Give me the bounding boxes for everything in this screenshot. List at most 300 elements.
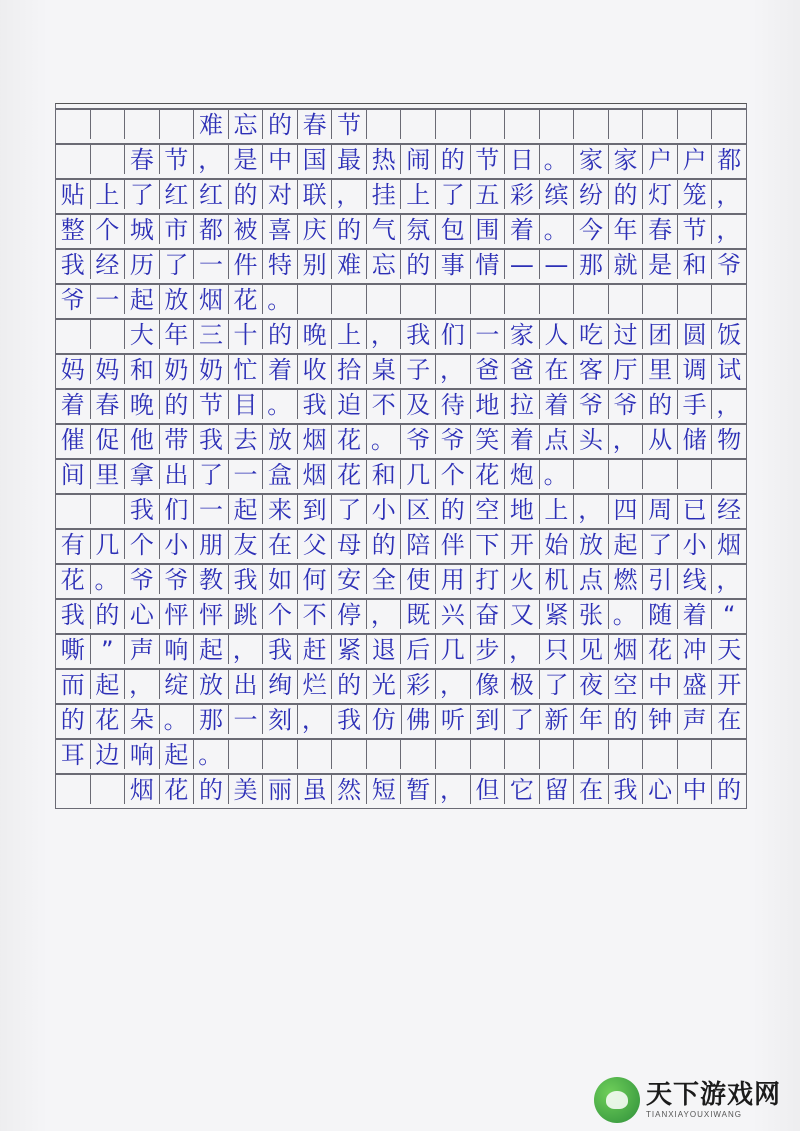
grid-cell: 个 [263, 599, 298, 629]
grid-cell: 大 [125, 319, 160, 349]
grid-cell: 到 [298, 494, 333, 524]
grid-cell: 出 [160, 459, 195, 489]
grid-cell: 和 [678, 249, 713, 279]
grid-cell: 里 [643, 354, 678, 384]
essay-text-row [55, 389, 747, 419]
grid-cell: 边 [91, 739, 126, 769]
grid-cell: 钟 [643, 704, 678, 734]
grid-cell: 的 [263, 109, 298, 139]
grid-cell: 的 [229, 179, 264, 209]
grid-cell: 小 [367, 494, 402, 524]
grid-cell [91, 774, 126, 804]
grid-cell: 饭 [712, 319, 747, 349]
grid-cell: 彩 [505, 179, 540, 209]
grid-cell: 事 [436, 249, 471, 279]
grid-cell: ， [574, 494, 609, 524]
grid-cell: 五 [471, 179, 506, 209]
grid-cell: 起 [194, 634, 229, 664]
grid-cell: 十 [229, 319, 264, 349]
grid-cell: 火 [505, 564, 540, 594]
grid-cell: 机 [540, 564, 575, 594]
grid-cell: 安 [332, 564, 367, 594]
grid-cell: 下 [471, 529, 506, 559]
grid-cell: 手 [678, 389, 713, 419]
grid-cell: 小 [160, 529, 195, 559]
grid-cell: 子 [401, 354, 436, 384]
grid-cell: 花 [229, 284, 264, 314]
grid-cell: 小 [678, 529, 713, 559]
grid-cell [401, 739, 436, 769]
grid-cell: 一 [229, 459, 264, 489]
grid-cell: 爷 [712, 249, 747, 279]
grid-cell: 着 [505, 424, 540, 454]
grid-cell: 对 [263, 179, 298, 209]
grid-cell: 夜 [574, 669, 609, 699]
grid-cell [712, 459, 747, 489]
grid-cell: 退 [367, 634, 402, 664]
grid-cell: 张 [574, 599, 609, 629]
grid-cell: 中 [678, 774, 713, 804]
grid-cell: ， [712, 389, 747, 419]
grid-cell: 开 [505, 529, 540, 559]
grid-cell [160, 109, 195, 139]
essay-text-row [55, 284, 747, 314]
grid-cell: 烟 [298, 424, 333, 454]
grid-cell: 紧 [540, 599, 575, 629]
grid-cell: 有 [56, 529, 91, 559]
grid-cell: 灯 [643, 179, 678, 209]
grid-cell: 春 [298, 109, 333, 139]
grid-cell: 了 [436, 179, 471, 209]
grid-cell: 见 [574, 634, 609, 664]
grid-cell: 年 [574, 704, 609, 734]
grid-cell: ， [229, 634, 264, 664]
grid-cell [56, 144, 91, 174]
grid-cell: 红 [160, 179, 195, 209]
grid-cell: ， [712, 214, 747, 244]
grid-cell: 今 [574, 214, 609, 244]
grid-cell [91, 109, 126, 139]
grid-cell [540, 284, 575, 314]
grid-cell [609, 739, 644, 769]
grid-cell: 烂 [298, 669, 333, 699]
grid-cell: 忘 [229, 109, 264, 139]
essay-text-row [55, 634, 747, 664]
grid-cell [678, 739, 713, 769]
grid-cell: 彩 [401, 669, 436, 699]
grid-cell: 我 [609, 774, 644, 804]
grid-cell: 了 [160, 249, 195, 279]
grid-cell: 爷 [160, 564, 195, 594]
grid-cell: 年 [160, 319, 195, 349]
grid-cell: 出 [229, 669, 264, 699]
grid-cell: 家 [574, 144, 609, 174]
grid-cell: 春 [643, 214, 678, 244]
grid-cell: 城 [125, 214, 160, 244]
grid-cell: 过 [609, 319, 644, 349]
grid-cell: 全 [367, 564, 402, 594]
grid-cell: 。 [263, 389, 298, 419]
grid-cell [643, 739, 678, 769]
grid-cell [643, 109, 678, 139]
grid-cell: 地 [471, 389, 506, 419]
grid-cell: 那 [574, 249, 609, 279]
grid-cell: 着 [263, 354, 298, 384]
grid-cell: 周 [643, 494, 678, 524]
grid-cell: 跳 [229, 599, 264, 629]
grid-cell: 的 [436, 144, 471, 174]
grid-cell: 最 [332, 144, 367, 174]
grid-cell: 了 [125, 179, 160, 209]
essay-text-row [55, 424, 747, 454]
grid-cell: 心 [643, 774, 678, 804]
grid-cell [712, 739, 747, 769]
grid-cell: 家 [505, 319, 540, 349]
grid-cell: 绽 [160, 669, 195, 699]
grid-cell: 赶 [298, 634, 333, 664]
grid-cell: 热 [367, 144, 402, 174]
grid-cell: 的 [332, 669, 367, 699]
grid-cell: 个 [91, 214, 126, 244]
grid-cell: 。 [609, 599, 644, 629]
grid-cell: 奶 [194, 354, 229, 384]
grid-cell: 调 [678, 354, 713, 384]
grid-cell: 妈 [56, 354, 91, 384]
grid-cell: 家 [609, 144, 644, 174]
grid-cell: 年 [609, 214, 644, 244]
grid-cell: 的 [160, 389, 195, 419]
grid-cell: 空 [471, 494, 506, 524]
grid-cell: 耳 [56, 739, 91, 769]
grid-cell: ， [712, 179, 747, 209]
grid-cell: 他 [125, 424, 160, 454]
grid-cell: 光 [367, 669, 402, 699]
grid-cell [609, 459, 644, 489]
grid-cell: 拉 [505, 389, 540, 419]
grid-cell [505, 739, 540, 769]
essay-text-row [55, 669, 747, 699]
grid-cell: 们 [160, 494, 195, 524]
row-separator [55, 804, 747, 809]
grid-cell [505, 284, 540, 314]
grid-cell: 。 [263, 284, 298, 314]
grid-cell: 收 [298, 354, 333, 384]
grid-cell: 然 [332, 774, 367, 804]
grid-cell: ， [194, 144, 229, 174]
grid-cell: 听 [436, 704, 471, 734]
grid-cell: 我 [229, 564, 264, 594]
grid-cell: 我 [125, 494, 160, 524]
grid-cell: 春 [91, 389, 126, 419]
grid-cell: 的 [332, 214, 367, 244]
grid-cell: 特 [263, 249, 298, 279]
grid-cell [91, 144, 126, 174]
grid-cell: 节 [332, 109, 367, 139]
essay-text-row [55, 774, 747, 804]
grid-cell: 起 [229, 494, 264, 524]
grid-cell: 极 [505, 669, 540, 699]
grid-cell: 像 [471, 669, 506, 699]
grid-cell: 们 [436, 319, 471, 349]
grid-cell [712, 284, 747, 314]
grid-cell [540, 109, 575, 139]
grid-cell: 起 [91, 669, 126, 699]
grid-cell: 厅 [609, 354, 644, 384]
grid-cell [471, 739, 506, 769]
grid-cell: 氛 [401, 214, 436, 244]
grid-cell: 的 [367, 529, 402, 559]
grid-cell: 上 [91, 179, 126, 209]
grid-cell [574, 284, 609, 314]
grid-cell: 。 [540, 459, 575, 489]
grid-cell: 节 [160, 144, 195, 174]
grid-cell: ， [298, 704, 333, 734]
essay-text-row [55, 144, 747, 174]
grid-cell: ， [367, 599, 402, 629]
grid-cell: 几 [91, 529, 126, 559]
grid-cell: 气 [367, 214, 402, 244]
grid-cell: 爷 [56, 284, 91, 314]
grid-cell: 点 [540, 424, 575, 454]
grid-cell: 上 [401, 179, 436, 209]
grid-cell: 个 [125, 529, 160, 559]
grid-cell: 放 [574, 529, 609, 559]
grid-cell: 紧 [332, 634, 367, 664]
grid-cell: 花 [91, 704, 126, 734]
grid-cell: 地 [505, 494, 540, 524]
grid-cell: 户 [643, 144, 678, 174]
grid-cell: 炮 [505, 459, 540, 489]
grid-cell: 红 [194, 179, 229, 209]
grid-cell: 春 [125, 144, 160, 174]
grid-cell: 冲 [678, 634, 713, 664]
grid-cell: 历 [125, 249, 160, 279]
grid-cell: 拿 [125, 459, 160, 489]
grid-cell: 一 [194, 494, 229, 524]
grid-cell: 了 [643, 529, 678, 559]
grid-cell: 着 [505, 214, 540, 244]
grid-cell: 教 [194, 564, 229, 594]
grid-cell: 日 [505, 144, 540, 174]
grid-cell [332, 739, 367, 769]
grid-cell: 烟 [712, 529, 747, 559]
essay-text-row [55, 564, 747, 594]
grid-cell: 起 [125, 284, 160, 314]
grid-cell: — [505, 249, 540, 279]
grid-cell [298, 284, 333, 314]
grid-cell: 怦 [160, 599, 195, 629]
grid-cell: 友 [229, 529, 264, 559]
grid-cell: 经 [91, 249, 126, 279]
grid-cell: 就 [609, 249, 644, 279]
grid-cell [505, 109, 540, 139]
grid-cell: 闹 [401, 144, 436, 174]
grid-cell: 目 [229, 389, 264, 419]
grid-cell: 在 [263, 529, 298, 559]
grid-cell: 包 [436, 214, 471, 244]
grid-cell: 和 [125, 354, 160, 384]
grid-cell [471, 284, 506, 314]
grid-cell: ， [332, 179, 367, 209]
grid-cell: 在 [574, 774, 609, 804]
grid-cell: 节 [471, 144, 506, 174]
grid-cell: 个 [436, 459, 471, 489]
grid-cell: 始 [540, 529, 575, 559]
grid-cell: 伴 [436, 529, 471, 559]
grid-cell: 试 [712, 354, 747, 384]
grid-cell [678, 459, 713, 489]
grid-cell [56, 109, 91, 139]
grid-cell: 燃 [609, 564, 644, 594]
grid-cell [643, 284, 678, 314]
grid-cell: 天 [712, 634, 747, 664]
grid-cell: 我 [298, 389, 333, 419]
watermark-brand-en: TIANXIAYOUXIWANG [646, 1109, 743, 1119]
grid-cell: 促 [91, 424, 126, 454]
grid-cell [574, 739, 609, 769]
grid-cell: 起 [609, 529, 644, 559]
grid-cell: 去 [229, 424, 264, 454]
grid-cell: 不 [298, 599, 333, 629]
grid-cell: 。 [160, 704, 195, 734]
grid-cell: 烟 [125, 774, 160, 804]
essay-text-row [55, 179, 747, 209]
grid-cell: 随 [643, 599, 678, 629]
watermark-text [646, 1081, 781, 1119]
grid-cell [678, 284, 713, 314]
grid-cell: 新 [540, 704, 575, 734]
grid-cell: 引 [643, 564, 678, 594]
essay-text-row [55, 319, 747, 349]
grid-cell: 区 [401, 494, 436, 524]
grid-cell: 上 [332, 319, 367, 349]
grid-cell: 都 [194, 214, 229, 244]
grid-cell: 的 [643, 389, 678, 419]
grid-cell: ， [609, 424, 644, 454]
grid-cell: 在 [712, 704, 747, 734]
grid-cell: 奋 [471, 599, 506, 629]
grid-cell [125, 109, 160, 139]
grid-cell: 的 [436, 494, 471, 524]
essay-text-row [55, 704, 747, 734]
grid-cell: 那 [194, 704, 229, 734]
grid-cell: 一 [91, 284, 126, 314]
grid-cell: 国 [298, 144, 333, 174]
grid-cell: 但 [471, 774, 506, 804]
grid-cell: 户 [678, 144, 713, 174]
grid-cell: 我 [56, 249, 91, 279]
grid-cell [367, 109, 402, 139]
grid-cell: 迫 [332, 389, 367, 419]
grid-cell: 笼 [678, 179, 713, 209]
grid-cell: 绚 [263, 669, 298, 699]
grid-cell [609, 109, 644, 139]
grid-cell: 催 [56, 424, 91, 454]
grid-cell: 朋 [194, 529, 229, 559]
grid-cell: 一 [229, 704, 264, 734]
grid-cell: 的 [194, 774, 229, 804]
essay-text-row [55, 354, 747, 384]
essay-grid [55, 103, 747, 809]
grid-cell: 拾 [332, 354, 367, 384]
grid-cell: 头 [574, 424, 609, 454]
grid-cell [298, 739, 333, 769]
grid-cell: 忙 [229, 354, 264, 384]
essay-text-row [55, 249, 747, 279]
grid-cell [609, 284, 644, 314]
grid-cell: 放 [263, 424, 298, 454]
grid-cell: 间 [56, 459, 91, 489]
grid-cell [401, 109, 436, 139]
grid-cell: 朵 [125, 704, 160, 734]
grid-cell [56, 319, 91, 349]
grid-cell: 起 [160, 739, 195, 769]
grid-cell: 。 [367, 424, 402, 454]
watermark [594, 1075, 794, 1125]
grid-cell: 母 [332, 529, 367, 559]
grid-cell: 喜 [263, 214, 298, 244]
grid-cell: 短 [367, 774, 402, 804]
grid-cell: 花 [160, 774, 195, 804]
grid-cell: 几 [436, 634, 471, 664]
grid-cell: 它 [505, 774, 540, 804]
grid-cell: 爷 [574, 389, 609, 419]
grid-cell: 难 [332, 249, 367, 279]
grid-cell: 烟 [194, 284, 229, 314]
grid-cell [56, 494, 91, 524]
watermark-brand-cn: 天下游戏网 [646, 1080, 782, 1111]
grid-cell [436, 109, 471, 139]
grid-cell: 。 [540, 214, 575, 244]
grid-cell: — [540, 249, 575, 279]
grid-cell: 市 [160, 214, 195, 244]
grid-cell: 人 [540, 319, 575, 349]
grid-cell: 是 [229, 144, 264, 174]
grid-cell: 的 [712, 774, 747, 804]
grid-cell: 开 [712, 669, 747, 699]
game-logo-icon [594, 1077, 640, 1123]
grid-cell: 了 [194, 459, 229, 489]
grid-cell: 步 [471, 634, 506, 664]
grid-cell [574, 109, 609, 139]
grid-cell: 花 [56, 564, 91, 594]
grid-cell [574, 459, 609, 489]
grid-cell: 烟 [609, 634, 644, 664]
grid-cell: 经 [712, 494, 747, 524]
grid-cell: 带 [160, 424, 195, 454]
grid-cell: 团 [643, 319, 678, 349]
grid-cell: 圆 [678, 319, 713, 349]
grid-cell: ” [91, 634, 126, 664]
grid-cell: 待 [436, 389, 471, 419]
essay-text-row [55, 529, 747, 559]
grid-cell [332, 284, 367, 314]
grid-cell: 既 [401, 599, 436, 629]
grid-cell: 父 [298, 529, 333, 559]
grid-cell: 盒 [263, 459, 298, 489]
grid-cell: 和 [367, 459, 402, 489]
grid-cell: 中 [263, 144, 298, 174]
grid-cell [229, 739, 264, 769]
grid-cell: 后 [401, 634, 436, 664]
grid-cell: 丽 [263, 774, 298, 804]
essay-text-row [55, 494, 747, 524]
grid-cell: 妈 [91, 354, 126, 384]
grid-cell: 烟 [298, 459, 333, 489]
grid-cell: 着 [540, 389, 575, 419]
grid-cell: ， [505, 634, 540, 664]
grid-cell: 的 [401, 249, 436, 279]
